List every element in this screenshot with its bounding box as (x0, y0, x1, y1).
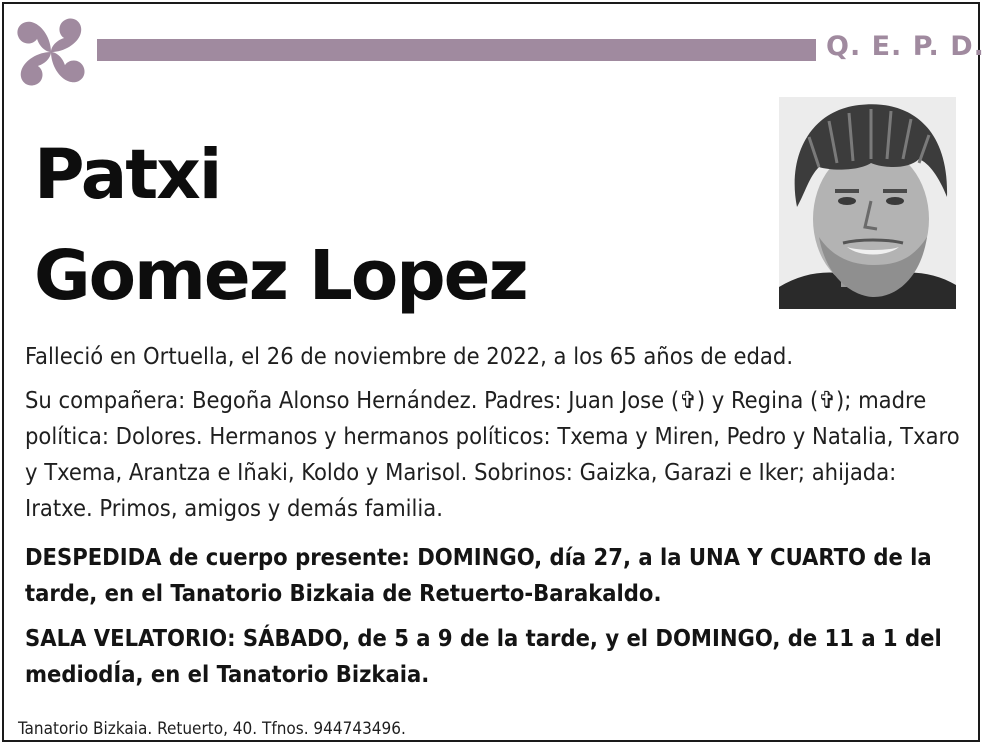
death-statement-text: Falleció en Ortuella, el 26 de noviembre de 2022, a los 65 años de edad. (25, 342, 794, 370)
wake-statement (25, 620, 960, 692)
header-band (97, 39, 816, 61)
wake-statement-text: SALA VELATORIO: SÁBADO, de 5 a 9 de la tarde, y el DOMINGO, de 11 a 1 del mediodÍa, en el Tanatorio Bizkaia. (25, 624, 942, 688)
family-statement (25, 382, 960, 526)
family-statement-text: Su compañera: Begoña Alonso Hernández. Padres: Juan Jose (✞) y Regina (✞); madre política: Dolores. Hermanos y hermanos políticos: Txema y Miren, Pedro y Natalia, Txaro y Txema, Arantza e Iñaki, Koldo y Marisol. Sobrinos: Gaizka, Garazi e Iker; ahijada: Iratxe. Primos, amigos y demás familia. (25, 386, 960, 522)
qepd-heading: Q. E. P. D. (826, 31, 985, 62)
farewell-statement-text: DESPEDIDA de cuerpo presente: DOMINGO, día 27, a la UNA Y CUARTO de la tarde, en el Tanatorio Bizkaia de Retuerto-Barakaldo. (25, 543, 932, 607)
death-statement (25, 338, 960, 374)
deceased-first-name: Patxi (34, 135, 221, 215)
portrait-photo (779, 97, 956, 309)
farewell-statement (25, 539, 960, 611)
lauburu-icon (10, 11, 92, 93)
funeral-home-footer: Tanatorio Bizkaia. Retuerto, 40. Tfnos. 944743496. (18, 719, 406, 739)
deceased-surnames: Gomez Lopez (34, 236, 527, 316)
